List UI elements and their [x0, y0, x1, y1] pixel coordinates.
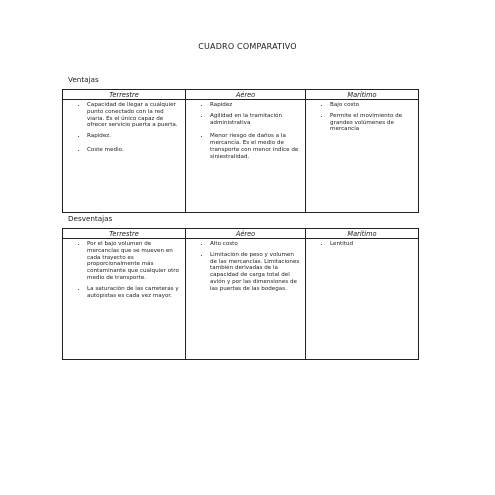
- list-item: • Capacidad de llegar a cualquier punto conectado con la red viaria. Es el único capaz de ofrecer servicio puerta a puerta.: [87, 102, 181, 129]
- cell-ventajas-maritimo: [306, 100, 419, 213]
- header-aereo: Aéreo: [186, 229, 306, 239]
- list-item: • Menor riesgo de daños a la mercancía. Es el medio de transporte con menor índice de siniestralidad.: [210, 133, 301, 160]
- section-label-desventajas: Desventajas: [68, 214, 113, 223]
- cell-ventajas-aereo: [186, 100, 306, 213]
- cell-desventajas-aereo: [186, 239, 306, 360]
- header-terrestre: Terrestre: [63, 90, 186, 100]
- list-item: • Por el bajo volumen de mercancías que se mueven en cada trayecto es proporcionalmente más contaminante que cualquier otro medio de transporte.: [87, 241, 181, 282]
- list-item: • Rapidez.: [87, 133, 181, 140]
- header-terrestre: Terrestre: [63, 229, 186, 239]
- header-maritimo: Marítimo: [306, 229, 419, 239]
- list-item: • Rapidez: [210, 102, 301, 109]
- cell-desventajas-terrestre: [63, 239, 186, 360]
- cell-desventajas-maritimo: [306, 239, 419, 360]
- list-item: • Coste medio.: [87, 147, 181, 154]
- header-aereo: Aéreo: [186, 90, 306, 100]
- section-label-ventajas: Ventajas: [68, 75, 99, 84]
- ventajas-table: [62, 89, 419, 213]
- list-item: • Agilidad en la tramitación administrativa: [210, 113, 301, 127]
- list-item: • Limitación de peso y volumen de las mercancías. Limitaciones también derivadas de la capacidad de carga total del avión y por las dimensiones de las puertas de las bodegas.: [210, 252, 301, 293]
- list-item: • Lentitud: [330, 241, 414, 248]
- desventajas-table: [62, 228, 419, 360]
- list-item: • Bajo costo: [330, 102, 414, 109]
- list-item: • Alto costo: [210, 241, 301, 248]
- header-maritimo: Marítimo: [306, 90, 419, 100]
- cell-ventajas-terrestre: [63, 100, 186, 213]
- list-item: • Permite el movimiento de grandes volúmenes de mercancía: [330, 113, 414, 133]
- document-title: CUADRO COMPARATIVO: [198, 42, 297, 51]
- list-item: • La saturación de las carreteras y autopistas es cada vez mayor.: [87, 286, 181, 300]
